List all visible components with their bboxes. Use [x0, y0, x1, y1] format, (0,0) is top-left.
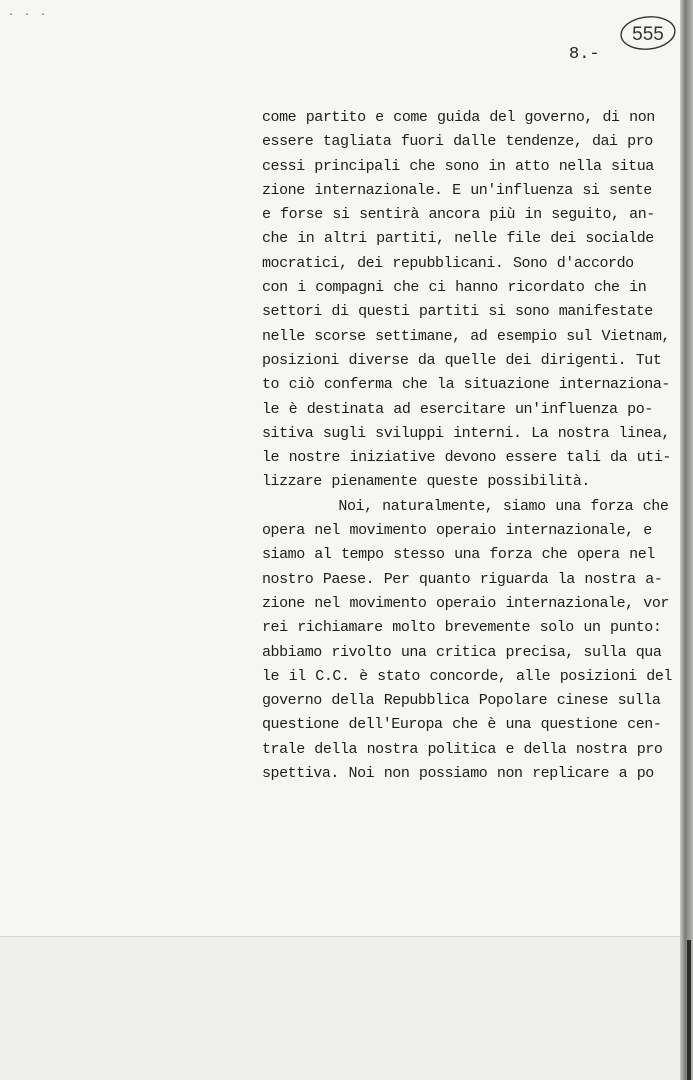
text-line: nelle scorse settimane, ad esempio sul Vietnam,	[262, 327, 670, 345]
text-line: come partito e come guida del governo, di non	[262, 109, 655, 126]
typewritten-text-block	[262, 106, 672, 786]
text-line: posizioni diverse da quelle dei dirigenti. Tut	[262, 351, 662, 369]
stamp-number: 555	[632, 24, 664, 45]
text-line: le nostre iniziative devono essere tali da uti-	[262, 449, 671, 467]
text-line: le il C.C. è stato concorde, alle posizioni del	[262, 667, 672, 685]
text-line: zione internazionale. E un'influenza si sente	[262, 181, 652, 199]
text-line: e forse si sentirà ancora più in seguito, an-	[262, 206, 655, 224]
text-line: questione dell'Europa che è una questione cen-	[262, 716, 662, 734]
page-number: 8.-	[569, 45, 600, 64]
text-line: lizzare pienamente queste possibilità.	[262, 473, 590, 491]
text-line: nostro Paese. Per quanto riguarda la nostra a-	[262, 570, 663, 588]
text-line: governo della Repubblica Popolare cinese sulla	[262, 692, 661, 710]
text-line: mocratici, dei repubblicani. Sono d'accordo	[262, 254, 634, 272]
text-line: sitiva sugli sviluppi interni. La nostra linea,	[262, 424, 670, 442]
page-edge-shadow	[680, 0, 693, 1080]
scan-specks: · · ·	[8, 10, 49, 21]
text-line: opera nel movimento operaio internazionale, e	[262, 522, 652, 540]
text-line: le è destinata ad esercitare un'influenza po-	[262, 400, 653, 418]
text-line: cessi principali che sono in atto nella situa	[262, 157, 654, 175]
text-line: spettiva. Noi non possiamo non replicare a po	[262, 765, 654, 783]
text-line: che in altri partiti, nelle file dei socialde	[262, 230, 654, 248]
binding-edge	[687, 940, 691, 1080]
page-fold-bottom	[0, 936, 680, 1080]
text-line: settori di questi partiti si sono manifestate	[262, 303, 653, 321]
archive-number-stamp	[619, 14, 677, 52]
text-line: rei richiamare molto brevemente solo un punto:	[262, 619, 662, 637]
text-line: essere tagliata fuori dalle tendenze, dai pro	[262, 133, 653, 151]
text-line: con i compagni che ci hanno ricordato che in	[262, 279, 647, 297]
text-line: trale della nostra politica e della nostra pro	[262, 740, 663, 758]
text-line: abbiamo rivolto una critica precisa, sulla qua	[262, 643, 662, 661]
text-line: zione nel movimento operaio internazionale, vor	[262, 594, 669, 612]
text-line: to ciò conferma che la situazione internaziona-	[262, 376, 670, 394]
text-line: Noi, naturalmente, siamo una forza che	[262, 497, 669, 515]
text-line: siamo al tempo stesso una forza che opera nel	[262, 546, 655, 564]
